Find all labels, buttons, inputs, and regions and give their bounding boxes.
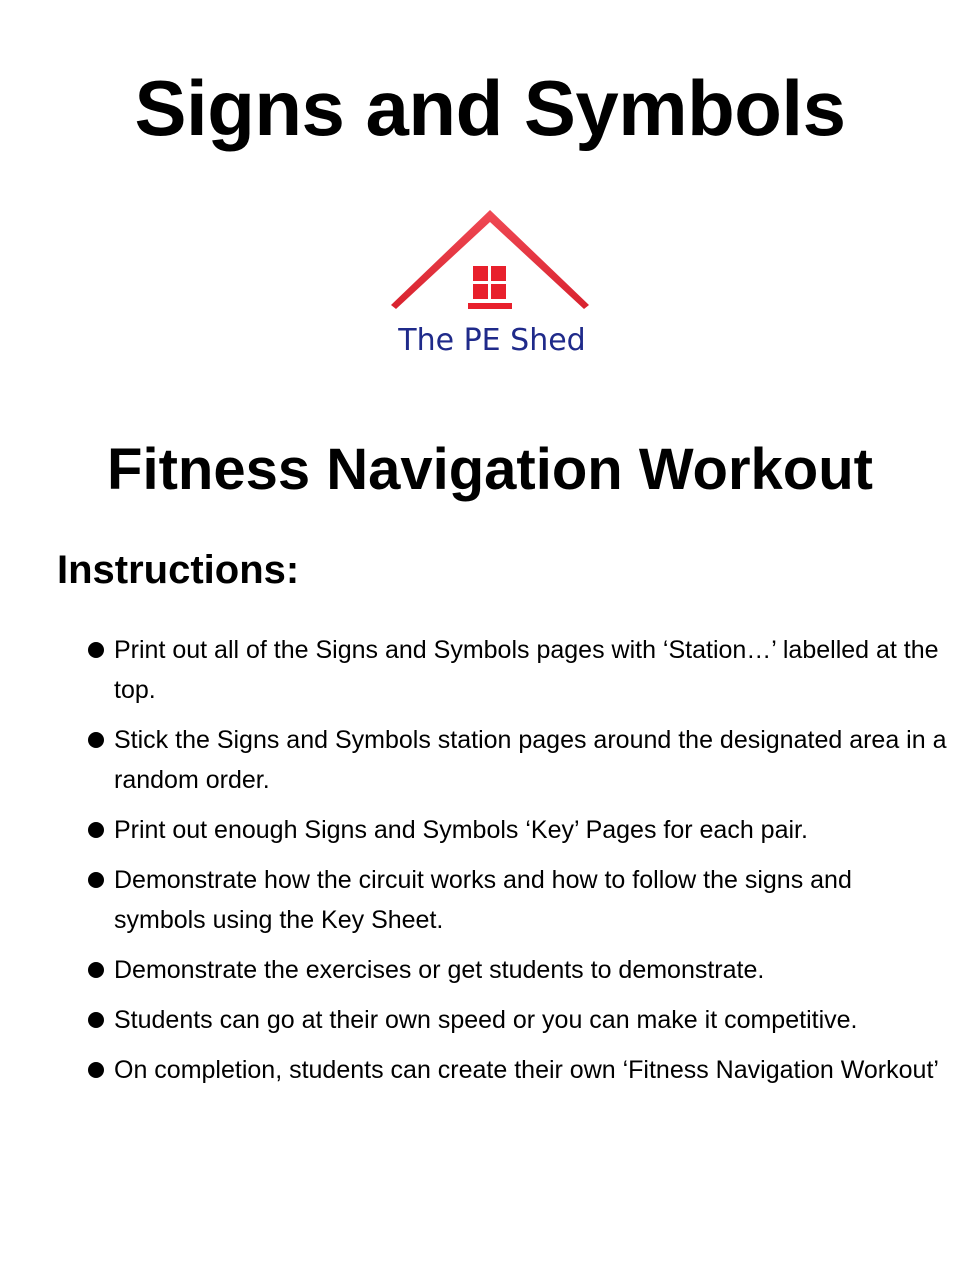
- window-sill: [468, 303, 512, 309]
- list-item-text: Demonstrate how the circuit works and how to follow the signs and symbols using the Key Sheet.: [114, 866, 852, 934]
- list-item-text: Students can go at their own speed or you can make it competitive.: [114, 1006, 858, 1034]
- pe-shed-logo: [380, 205, 604, 365]
- window-pane-top-right: [491, 266, 506, 281]
- bullet-icon: [88, 962, 104, 978]
- bullet-icon: [88, 642, 104, 658]
- bullet-icon: [88, 1012, 104, 1028]
- roof-shape: [391, 210, 589, 309]
- bullet-icon: [88, 872, 104, 888]
- instructions-list: [88, 630, 948, 1100]
- list-item: [88, 860, 948, 940]
- bullet-icon: [88, 732, 104, 748]
- list-item-text: Stick the Signs and Symbols station pages around the designated area in a random order.: [114, 726, 947, 794]
- list-item: [88, 720, 948, 800]
- bullet-icon: [88, 822, 104, 838]
- subtitle: Fitness Navigation Workout: [107, 437, 873, 502]
- list-item: [88, 1050, 948, 1090]
- list-item: [88, 810, 948, 850]
- house-roof-window-icon: [380, 205, 604, 325]
- list-item-text: On completion, students can create their own ‘Fitness Navigation Workout’: [114, 1056, 939, 1084]
- instructions-heading: Instructions:: [57, 548, 300, 592]
- list-item-text: Print out all of the Signs and Symbols pages with ‘Station…’ labelled at the top.: [114, 636, 939, 704]
- window-pane-top-left: [473, 266, 488, 281]
- list-item: [88, 630, 948, 710]
- list-item-text: Demonstrate the exercises or get students to demonstrate.: [114, 956, 765, 984]
- list-item: [88, 1000, 948, 1040]
- bullet-icon: [88, 1062, 104, 1078]
- list-item: [88, 950, 948, 990]
- page-title: Signs and Symbols: [134, 64, 846, 152]
- window-pane-bottom-right: [491, 284, 506, 299]
- list-item-text: Print out enough Signs and Symbols ‘Key’ Pages for each pair.: [114, 816, 808, 844]
- window-pane-bottom-left: [473, 284, 488, 299]
- logo-text: The PE Shed: [398, 323, 586, 358]
